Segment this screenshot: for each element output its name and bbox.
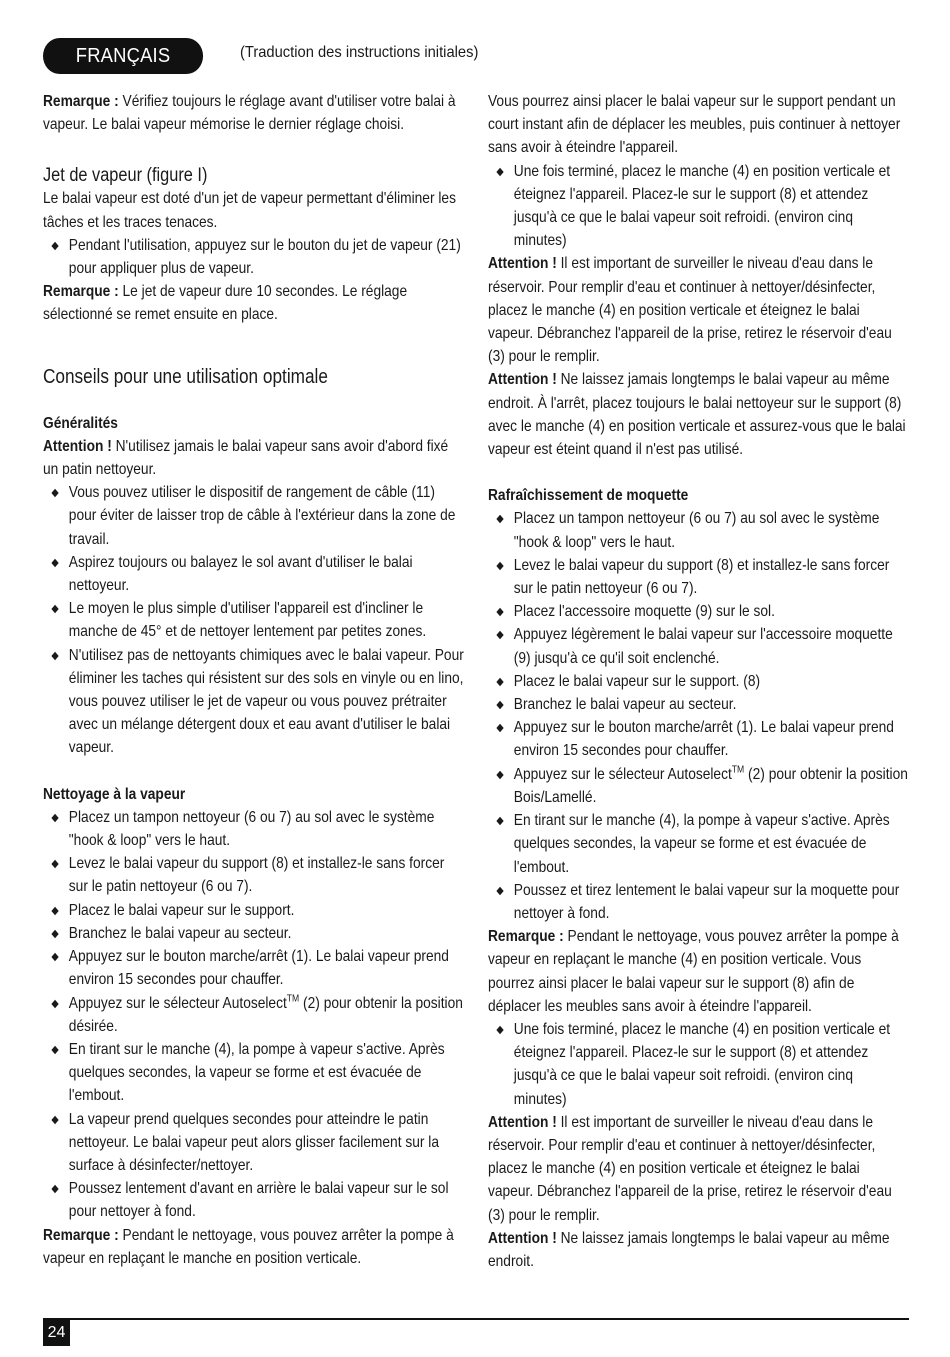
footer-divider — [43, 1318, 909, 1320]
note-label: Remarque : — [43, 283, 119, 301]
list-item: Levez le balai vapeur du support (8) et installez-le sans forcer sur le patin nettoyeur (6 ou 7). — [43, 852, 465, 898]
list-item: Vous pouvez utiliser le dispositif de rangement de câble (11) pour éviter de laisser trop de câble à l'extérieur dans la zone de travail. — [43, 481, 465, 551]
list-item: Aspirez toujours ou balayez le sol avant d'utiliser le balai nettoyeur. — [43, 551, 465, 597]
list-item: Une fois terminé, placez le manche (4) en position verticale et éteignez l'appareil. Placez-le sur le support (8) et attendez jusqu'à ce que le balai vapeur soit refroidi. (environ cinq minutes) — [488, 160, 909, 253]
end-list — [488, 1018, 909, 1111]
autoselect-pre: Appuyez sur le sélecteur Autoselect — [68, 994, 287, 1012]
autoselect-pre: Appuyez sur le sélecteur Autoselect — [513, 765, 732, 783]
note-label: Remarque : — [43, 93, 119, 110]
page-number: 24 — [43, 1320, 70, 1346]
list-item: En tirant sur le manche (4), la pompe à vapeur s'active. Après quelques secondes, la vapeur se forme et est évacuée de l'embout. — [43, 1038, 465, 1108]
warning-paragraph — [488, 368, 909, 461]
list-item: Levez le balai vapeur du support (8) et installez-le sans forcer sur le patin nettoyeur (6 ou 7). — [488, 554, 909, 600]
warning-paragraph — [488, 252, 909, 368]
note-text: Pendant le nettoyage, vous pouvez arrêter la pompe à vapeur en replaçant le manche en position verticale. — [43, 1226, 454, 1267]
list-item: Une fois terminé, placez le manche (4) en position verticale et éteignez l'appareil. Placez-le sur le support (8) et attendez jusqu'à ce que le balai vapeur soit refroidi. (environ cinq minutes) — [488, 1018, 909, 1111]
list-item — [43, 992, 465, 1038]
warning-paragraph — [488, 1111, 909, 1227]
list-item: Le moyen le plus simple d'utiliser l'appareil est d'incliner le manche de 45° et de nettoyer lentement par petites zones. — [43, 597, 465, 643]
translation-note: (Traduction des instructions initiales) — [240, 44, 479, 61]
warning-text: N'utilisez jamais le balai vapeur sans avoir d'abord fixé un patin nettoyeur. — [43, 437, 449, 479]
jet-list — [43, 234, 465, 280]
list-item: Branchez le balai vapeur au secteur. — [43, 922, 465, 945]
list-item: Placez le balai vapeur sur le support. (8) — [488, 670, 909, 693]
warning-text: Il est important de surveiller le niveau d'eau dans le réservoir. Pour remplir d'eau et continuer à nettoyer/désinfecter, placez le manche (4) en position verticale et éteignez le balai vapeur. Débranchez l'appareil de la prise, retirez le réservoir d'eau (3) pour le remplir. — [488, 1113, 892, 1224]
warning-label: Attention ! — [43, 437, 112, 455]
left-column — [43, 90, 465, 1270]
jet-intro: Le balai vapeur est doté d'un jet de vapeur permettant d'éliminer les tâches et les traces tenaces. — [43, 190, 456, 231]
list-item: Placez un tampon nettoyeur (6 ou 7) au sol avec le système "hook & loop" vers le haut. — [488, 507, 909, 553]
list-item: Placez un tampon nettoyeur (6 ou 7) au sol avec le système "hook & loop" vers le haut. — [43, 806, 465, 852]
list-item: Poussez lentement d'avant en arrière le balai vapeur sur le sol pour nettoyer à fond. — [43, 1177, 465, 1223]
note-text: Pendant le nettoyage, vous pouvez arrêter la pompe à vapeur en replaçant le manche (4) en position verticale. Vous pourrez ainsi placer le balai vapeur sur le support (8) afin de déplacer les meubles sans avoir à éteindre l'appareil. — [488, 928, 899, 1015]
subsection-title-nettoyage: Nettoyage à la vapeur — [43, 785, 186, 803]
list-item: Appuyez légèrement le balai vapeur sur l'accessoire moquette (9) jusqu'à ce qu'il soit enclenché. — [488, 623, 909, 669]
list-item: Pendant l'utilisation, appuyez sur le bouton du jet de vapeur (21) pour appliquer plus de vapeur. — [43, 234, 465, 280]
section-title-jet: Jet de vapeur (figure I) — [43, 165, 208, 187]
list-item: En tirant sur le manche (4), la pompe à vapeur s'active. Après quelques secondes, la vapeur se forme et est évacuée de l'embout. — [488, 809, 909, 879]
note-label: Remarque : — [43, 1226, 119, 1244]
note-paragraph — [43, 280, 465, 326]
list-item: Placez le balai vapeur sur le support. — [43, 899, 465, 922]
autoselect-post: (2) pour obtenir la position désirée. — [68, 994, 463, 1035]
moquette-list — [488, 507, 909, 925]
list-item: N'utilisez pas de nettoyants chimiques avec le balai vapeur. Pour éliminer les taches qui résistent sur des sols en vinyle ou en lino, vous pouvez utiliser le jet de vapeur ou vous pouvez prétraiter avec un mélange détergent doux et eau avant d'utiliser le balai vapeur. — [43, 644, 465, 760]
note-paragraph — [43, 90, 465, 136]
nettoyage-list — [43, 806, 465, 1224]
language-badge: FRANÇAIS — [43, 38, 203, 74]
warning-paragraph — [488, 1227, 909, 1273]
subsection-title-moquette: Rafraîchissement de moquette — [488, 487, 689, 505]
warning-paragraph — [43, 435, 465, 481]
subsection-title-generalites: Généralités — [43, 414, 118, 432]
note-label: Remarque : — [488, 928, 564, 946]
warning-label: Attention ! — [488, 1229, 557, 1247]
warning-label: Attention ! — [488, 1113, 557, 1131]
warning-label: Attention ! — [488, 371, 557, 389]
list-item: Appuyez sur le bouton marche/arrêt (1). Le balai vapeur prend environ 15 secondes pour chauffer. — [43, 945, 465, 991]
autoselect-post: (2) pour obtenir la position Bois/Lamellé. — [513, 765, 908, 806]
list-item: Poussez et tirez lentement le balai vapeur sur la moquette pour nettoyer à fond. — [488, 879, 909, 925]
section-title-conseils: Conseils pour une utilisation optimale — [43, 365, 328, 388]
note-text: Vérifiez toujours le réglage avant d'utiliser votre balai à vapeur. Le balai vapeur mémorise le dernier réglage choisi. — [43, 93, 456, 134]
note-paragraph — [43, 1224, 465, 1270]
continuation-paragraph: Vous pourrez ainsi placer le balai vapeur sur le support pendant un court instant afin de déplacer les meubles, puis continuer à nettoyer sans avoir à éteindre l'appareil. — [488, 93, 901, 157]
list-item: Branchez le balai vapeur au secteur. — [488, 693, 909, 716]
note-paragraph — [488, 925, 909, 1018]
trademark-mark: TM — [286, 993, 300, 1005]
generalites-list — [43, 481, 465, 759]
warning-text: Il est important de surveiller le niveau d'eau dans le réservoir. Pour remplir d'eau et continuer à nettoyer/désinfecter, placez le manche (4) en position verticale et éteignez le balai vapeur. Débranchez l'appareil de la prise, retirez le réservoir d'eau (3) pour le remplir. — [488, 255, 892, 366]
note-text: Le jet de vapeur dure 10 secondes. Le réglage sélectionné se remet ensuite en place. — [43, 283, 408, 324]
list-item — [488, 763, 909, 809]
list-item: Placez l'accessoire moquette (9) sur le sol. — [488, 600, 909, 623]
trademark-mark: TM — [731, 764, 745, 776]
warning-label: Attention ! — [488, 255, 557, 273]
continuation-list — [488, 160, 909, 253]
warning-text: Ne laissez jamais longtemps le balai vapeur au même endroit. — [488, 1229, 890, 1270]
right-column — [488, 90, 908, 1273]
list-item: Appuyez sur le bouton marche/arrêt (1). Le balai vapeur prend environ 15 secondes pour chauffer. — [488, 716, 909, 762]
list-item: La vapeur prend quelques secondes pour atteindre le patin nettoyeur. Le balai vapeur peut alors glisser facilement sur la surface à désinfecter/nettoyer. — [43, 1108, 465, 1178]
warning-text: Ne laissez jamais longtemps le balai vapeur au même endroit. À l'arrêt, placez toujours le balai nettoyeur sur le support (8) avec le manche (4) en position verticale et assurez-vous que le balai vapeur est éteint quand il n'est pas utilisé. — [488, 371, 906, 459]
